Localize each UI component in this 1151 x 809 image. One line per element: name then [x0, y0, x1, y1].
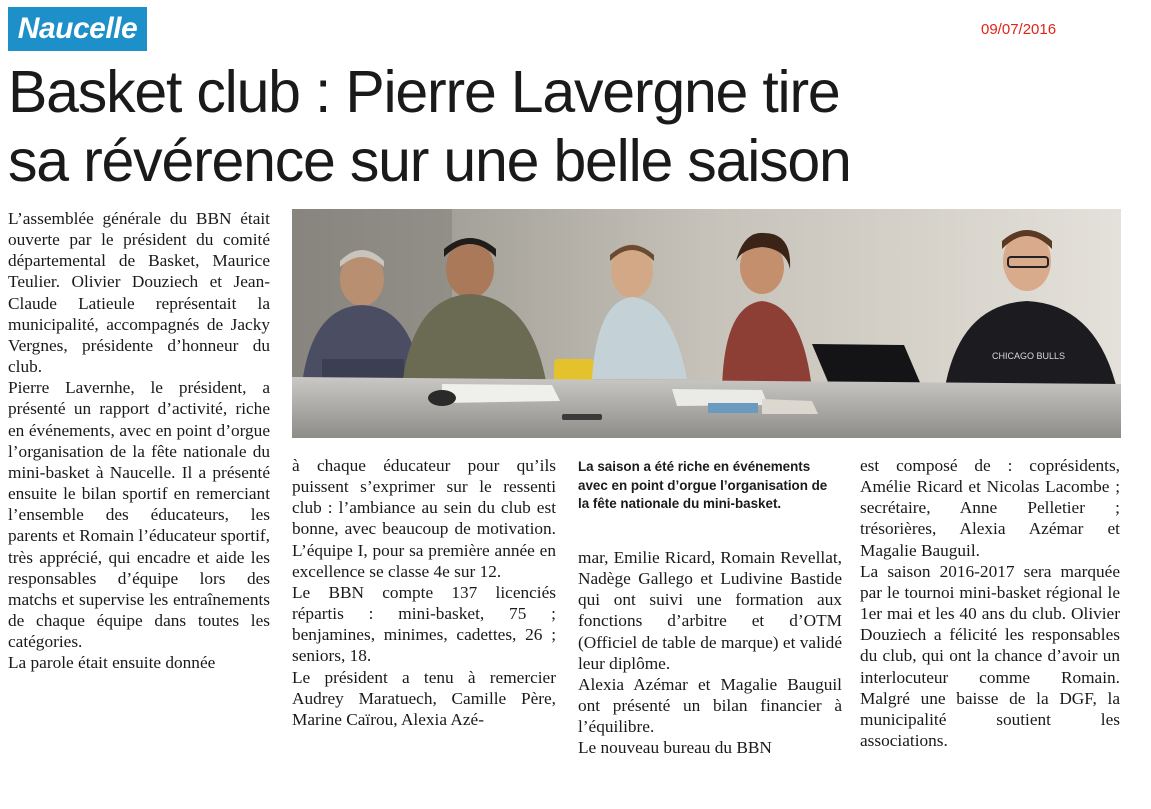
- publication-date: 09/07/2016: [981, 21, 1057, 38]
- article-photo: [292, 209, 1121, 438]
- paragraph: à chaque éducateur pour qu’ils puissent s’exprimer sur le ressenti club : l’ambiance au sein du club est bonne, avec beaucoup de motivation. L’équipe I, pour sa première année en excellence se classe 4e sur 12.: [292, 456, 556, 581]
- article-column-1: [8, 208, 270, 808]
- article-column-2: [292, 455, 556, 809]
- shirt-print: CHICAGO BULLS: [992, 351, 1066, 361]
- paragraph: Le nouveau bureau du BBN: [578, 738, 772, 758]
- paragraph: est composé de : coprésidents, Amélie Ricard et Nicolas Lacombe ; secrétaire, Anne Pelletier ; trésorières, Alexia Azémar et Magalie Bauguil.: [860, 456, 1120, 560]
- paragraph: Alexia Azémar et Magalie Bauguil ont présenté un bilan financier à l’équilibre.: [578, 674, 842, 737]
- paragraph: La saison 2016-2017 sera marquée par le tournoi mini-basket régional le 1er mai et les 40 ans du club. Olivier Douziech a félicité les responsables du club, qui ont la chance d’avoir un interlocuteur comme Romain. Malgré une baisse de la DGF, la municipalité soutient les associations.: [860, 561, 1120, 751]
- article-headline: [8, 58, 1128, 196]
- section-tag: Naucelle: [8, 7, 147, 51]
- paragraph: mar, Emilie Ricard, Romain Revellat, Nadège Gallego et Ludivine Bastide qui ont suivi une formation aux fonctions d’arbitre et d’OTM (Officiel de table de marque) et validé leur diplôme.: [578, 548, 842, 673]
- paragraph: L’assemblée générale du BBN était ouverte par le président du comité départemental de Basket, Maurice Teulier. Olivier Douziech et Jean-Claude Latieule représentait la municipalité, accompagnés de Jacky Vergnes, présidente d’honneur du club.: [8, 209, 270, 377]
- paragraph: La parole était ensuite donnée: [8, 653, 216, 673]
- headline-line-1: Basket club : Pierre Lavergne tire: [8, 59, 840, 125]
- paragraph: Le BBN compte 137 licenciés répartis : mini-basket, 75 ; benjamines, minimes, cadettes, 26 ; seniors, 18.: [292, 582, 556, 666]
- article-column-3: [578, 547, 842, 809]
- paragraph: Pierre Lavernhe, le président, a présenté un rapport d’activité, riche en événements, avec en point d’orgue l’organisation de la fête nationale du mini-basket à Naucelle. Il a présenté ensuite le bilan sportif en remerciant l’ensemble des éducateurs, les parents et Romain l’éducateur sportif, très apprécié, qui encadre et aide les responsables d’équipe lors des matchs et supervise les entraînements de chaque équipe dans toutes les catégories.: [8, 378, 270, 652]
- article-column-4: [860, 455, 1120, 809]
- paragraph: Le président a tenu à remercier Audrey Maratuech, Camille Père, Marine Caïrou, Alexia Azé-: [292, 667, 556, 729]
- headline-line-2: sa révérence sur une belle saison: [8, 128, 851, 194]
- photo-caption: La saison a été riche en événements avec en point d’orgue l’organisation de la fête nationale du mini-basket.: [578, 459, 828, 511]
